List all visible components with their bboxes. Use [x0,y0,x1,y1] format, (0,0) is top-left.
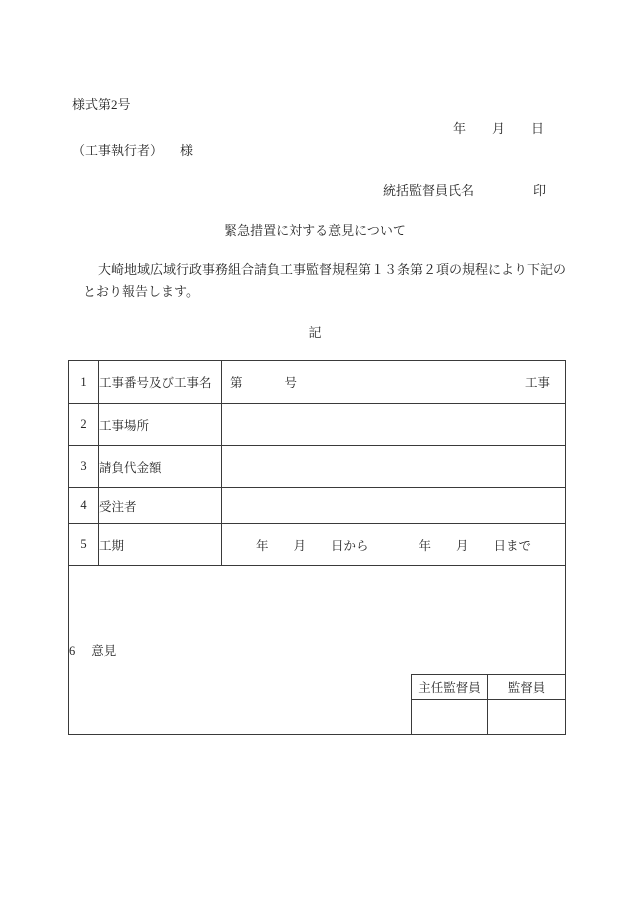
chief-supervisor-signature-cell [412,700,488,735]
row-value: 年 月 日から 年 月 日まで [222,524,566,566]
addressee-honorific: 様 [180,143,194,158]
record-marker: 記 [308,325,322,340]
supervisor-header: 監督員 [488,675,566,700]
row-number: 2 [69,404,99,446]
addressee: （工事執行者） [72,143,164,158]
row-value [222,404,566,446]
supervisor-signature-cell [488,700,566,735]
seal-label: 印 [533,183,547,198]
body-line-2: とおり報告します。 [83,284,199,299]
table-row-contractor [69,488,566,524]
signoff-signature-row [412,700,566,735]
opinion-cell [69,566,566,735]
form-number: 様式第2号 [72,97,131,112]
signoff-table [411,674,566,735]
row-number: 5 [69,524,99,566]
issuer-line [383,180,546,199]
row-label: 工事番号及び工事名 [99,361,222,404]
signoff-header-row [412,675,566,700]
addressee-line [72,140,193,159]
row-label: 請負代金額 [99,446,222,488]
row-label: 工事場所 [99,404,222,446]
chief-supervisor-header: 主任監督員 [412,675,488,700]
value-prefix: 第 [230,376,243,390]
document-title: 緊急措置に対する意見について [224,223,406,238]
body-paragraph [83,259,566,303]
value-suffix: 工事 [524,376,550,390]
row-number: 3 [69,446,99,488]
row-value [222,361,566,404]
row-value [222,488,566,524]
row-label: 意見 [91,644,117,658]
table-row-construction-site [69,404,566,446]
table-row-construction-period [69,524,566,566]
row-label: 工期 [99,524,222,566]
value-unit: 号 [284,376,298,390]
row-value [222,446,566,488]
row-label: 受注者 [99,488,222,524]
row-number: 4 [69,488,99,524]
issuer-label: 統括監督員氏名 [383,183,475,198]
table-row-opinion [69,566,566,735]
row-number: 1 [69,361,99,404]
row-number: 6 [69,644,76,658]
table-row-contract-amount [69,446,566,488]
main-table [68,360,566,735]
table-row-construction-number [69,361,566,404]
date-line: 年 月 日 [452,121,544,136]
body-line-1: 大崎地域広域行政事務組合請負工事監督規程第１３条第２項の規程により下記の [98,262,567,277]
